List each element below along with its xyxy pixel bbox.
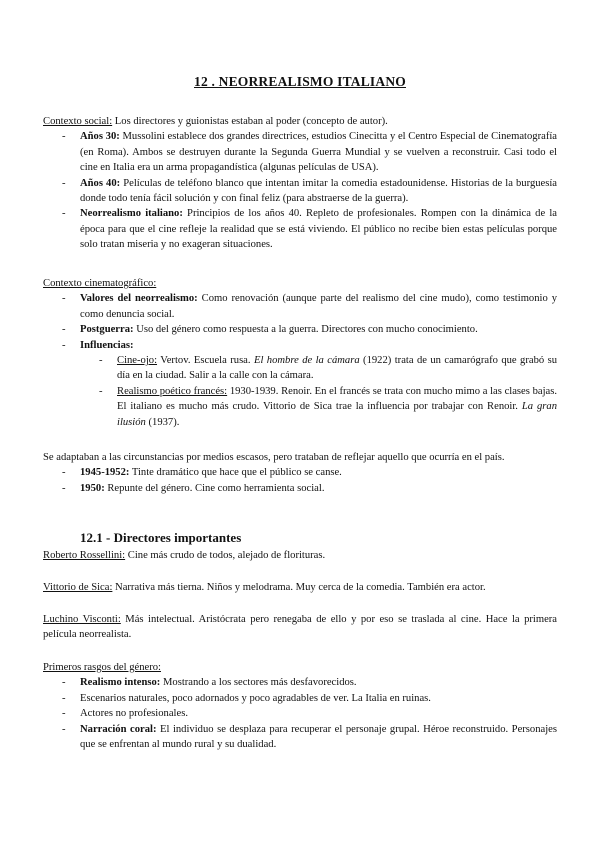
film-title: La gran ilusión xyxy=(117,401,557,428)
item-bold: 1945-1952: xyxy=(80,467,130,479)
item-text: Uso del género como respuesta a la guerra. Directores con mucho conocimiento. xyxy=(133,324,478,336)
contexto-social-label: Contexto social: xyxy=(43,116,113,127)
director-rossellini xyxy=(43,548,557,563)
contexto-social-list xyxy=(43,129,557,252)
director-name: Vittorio de Sica: xyxy=(43,582,113,593)
item-text: Mostrando a los sectores más desfavorecidos. xyxy=(160,677,357,689)
rasgos-section xyxy=(43,660,557,752)
item-text: Mussolini establece dos grandes directrices, estudios Cinecitta y el Centro Especial de Cinematografía (en Roma). Ambos se destruyen durante la Segunda Guerra Mundial y se vuelven a reconstruir. Casi todo el cine en Italia era un arma propagandística (algunas películas de USA). xyxy=(80,131,557,174)
director-name: Luchino Visconti: xyxy=(43,614,121,625)
contexto-social-intro xyxy=(43,114,557,129)
director-de-sica xyxy=(43,580,557,595)
item-text: El individuo se desplaza para recuperar el personaje grupal. Héroe reconstruido. Personajes que se enfrentan al mundo rural y su dualidad. xyxy=(80,723,557,751)
item-text: Principios de los años 40. Repleto de profesionales. Rompen con la dinámica de la época para que el cine refleje la realidad que se está viviendo. El público no recibe bien estas películas porque solo tratan miseria y no exageran situaciones. xyxy=(80,208,557,251)
contexto-cine-label: Contexto cinematográfico: xyxy=(43,278,157,289)
list-item xyxy=(43,722,557,753)
rasgos-label-line xyxy=(43,660,557,675)
list-item xyxy=(43,322,557,337)
item-bold: Valores del neorrealismo: xyxy=(80,293,198,305)
item-text: Repunte del género. Cine como herramienta social. xyxy=(104,482,325,494)
item-bold: 1950: xyxy=(80,482,105,494)
film-title: El hombre de la cámara xyxy=(253,355,360,367)
adaptaban-section xyxy=(43,450,557,496)
list-item xyxy=(43,129,557,175)
contexto-cine-label-line xyxy=(43,276,557,291)
item-bold: Influencias: xyxy=(80,339,134,351)
list-item xyxy=(43,706,557,721)
adaptaban-paragraph: Se adaptaban a las circunstancias por medios escasos, pero trataban de reflejar aquello que ocurría en el país. xyxy=(43,452,505,463)
sub-item-text: Vertov. Escuela rusa. xyxy=(157,355,254,367)
sub-item-label: Cine-ojo: xyxy=(117,355,158,367)
sub-item-text: 1930-1939. Renoir. En el francés se trata con mucho mimo a las clases bajas. El italiano es mucho más crudo. Vittorio de Sica trae la influencia por trabajar con Renoir. xyxy=(117,385,557,413)
item-text: Como renovación (aunque parte del realismo del cine mudo), como testimonio y como denuncia social. xyxy=(80,293,557,320)
item-bold: Años 30: xyxy=(80,131,120,143)
contexto-cine-section xyxy=(43,276,557,430)
sub-item-text: (1922) trata de un camarógrafo que grabó su día en la ciudad. Salir a la calle con la cámara. xyxy=(117,355,558,382)
contexto-cine-list xyxy=(43,291,557,353)
sub-list-item xyxy=(43,353,557,384)
list-item xyxy=(43,176,557,207)
influencias-list xyxy=(43,353,557,430)
director-entry xyxy=(43,612,557,643)
item-text: Escenarios naturales, poco adornados y poco agradables de ver. La Italia en ruinas. xyxy=(80,692,431,704)
item-bold: Narración coral: xyxy=(80,723,157,735)
item-bold: Neorrealismo italiano: xyxy=(80,208,183,220)
list-item xyxy=(43,206,557,252)
sub-list-item xyxy=(43,384,557,430)
periodos-list xyxy=(43,465,557,496)
director-text: Más intelectual. Aristócrata pero renegaba de ello y por eso se traslada al cine. Hace la primera película neorrealista. xyxy=(43,614,558,641)
list-item xyxy=(43,465,557,480)
directores-heading: 12.1 - Directores importantes xyxy=(80,530,242,545)
item-bold: Postguerra: xyxy=(80,324,134,336)
list-item xyxy=(43,291,557,322)
sub-item-label: Realismo poético francés: xyxy=(117,385,228,397)
director-entry xyxy=(43,580,557,595)
contexto-social-section xyxy=(43,114,557,253)
contexto-social-text: Los directores y guionistas estaban al poder (concepto de autor). xyxy=(112,116,388,127)
rasgos-label: Primeros rasgos del género: xyxy=(43,662,161,673)
director-visconti xyxy=(43,612,557,643)
rasgos-list xyxy=(43,675,557,752)
director-text: Cine más crudo de todos, alejado de florituras. xyxy=(125,550,326,561)
page-title: 12 . NEORREALISMO ITALIANO xyxy=(194,74,406,89)
item-text: Tinte dramático que hace que el público se canse. xyxy=(129,467,342,479)
director-text: Narrativa más tierna. Niños y melodrama. Muy cerca de la comedia. También era actor. xyxy=(112,582,486,593)
item-text: Películas de teléfono blanco que intentan imitar la comedia estadounidense. Historias de la burguesía donde todo tenía fácil solución y con final feliz (para abstraerse de la guerra). xyxy=(80,177,558,205)
sub-item-text: (1937). xyxy=(145,416,180,428)
list-item xyxy=(43,481,557,496)
list-item xyxy=(43,691,557,706)
item-text: Actores no profesionales. xyxy=(80,708,188,720)
director-entry xyxy=(43,548,557,563)
item-bold: Años 40: xyxy=(80,177,121,189)
director-name: Roberto Rossellini: xyxy=(43,550,126,561)
list-item xyxy=(43,338,557,353)
item-bold: Realismo intenso: xyxy=(80,677,161,689)
list-item xyxy=(43,675,557,690)
